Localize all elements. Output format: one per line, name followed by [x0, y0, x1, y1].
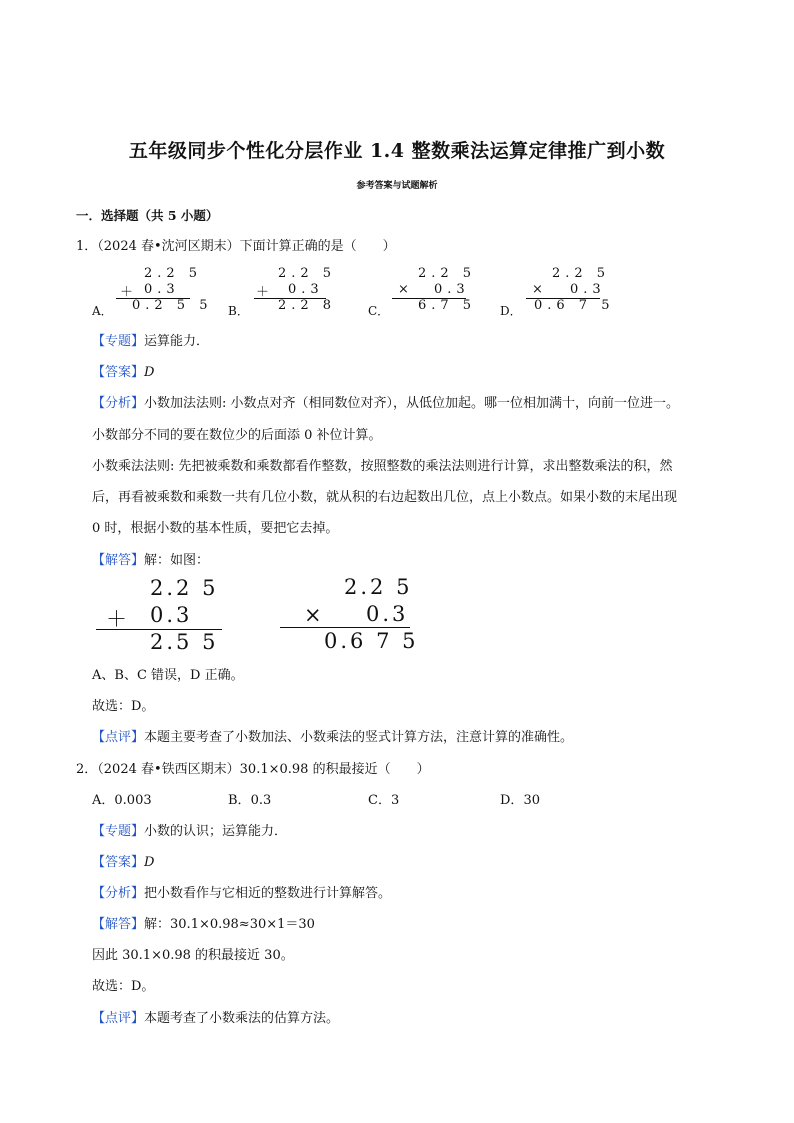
q1-option-c-result: 6.7 5 — [418, 298, 477, 313]
mul-top-number: 2.2 5 — [344, 575, 413, 599]
q1-option-d-bottom: 0.3 — [570, 282, 606, 297]
page-subtitle: 参考答案与试题解析 — [356, 181, 438, 191]
q1-zhuanti-text: 运算能力． — [144, 334, 210, 349]
mul-rule — [280, 627, 410, 628]
q1-answer-tag: 【答案】 — [92, 365, 145, 380]
q1-option-c-top: 2.2 5 — [418, 266, 477, 281]
q1-solution — [92, 549, 209, 568]
q1-option-b-top: 2.2 5 — [278, 266, 337, 281]
q1-option-a-result: 0.2 5 5 — [132, 298, 213, 313]
q2-option-d-label: D． — [500, 793, 524, 808]
q2-option-c[interactable] — [368, 789, 399, 808]
q2-zhuanti-text: 小数的认识；运算能力． — [144, 824, 288, 839]
q1-option-a-top: 2.2 5 — [144, 266, 203, 281]
page-title: 五年级同步个性化分层作业 1.4 整数乘法运算定律推广到小数 — [128, 140, 666, 162]
q1-answer-text: D — [144, 365, 155, 380]
q2-option-b-text: 0.3 — [250, 793, 272, 808]
q2-option-c-text: 3 — [390, 793, 400, 808]
q1-answer — [92, 361, 154, 380]
q2-analysis-text: 把小数看作与它相近的整数进行计算解答。 — [144, 886, 392, 901]
q2-conclusion: 因此 30.1×0.98 的积最接近 30。 — [92, 948, 294, 963]
q1-choose: 故选：D。 — [92, 699, 155, 714]
q1-option-d-op: × — [532, 282, 548, 297]
q1-option-b-result: 2.2 8 — [278, 298, 337, 313]
q1-option-b-label: B． — [228, 304, 249, 318]
add-bottom-number: 0.3 — [150, 603, 193, 627]
q2-solution-text: 解：30.1×0.98≈30×1＝30 — [144, 917, 315, 932]
q1-stem: 1．（2024 春•沈河区期末）下面计算正确的是（ ） — [76, 239, 396, 254]
q2-option-d[interactable] — [500, 789, 540, 808]
mul-result: 0.6 7 5 — [324, 629, 419, 653]
q1-solution-tag: 【解答】 — [92, 553, 145, 568]
q1-zhuanti-tag: 【专题】 — [92, 334, 145, 349]
q1-option-d-label: D． — [500, 304, 522, 318]
q2-stem: 2．（2024 春•铁西区期末）30.1×0.98 的积最接近（ ） — [76, 762, 430, 777]
q2-zhuanti-tag: 【专题】 — [92, 824, 145, 839]
q1-comment-tag: 【点评】 — [92, 730, 145, 745]
q2-option-a[interactable] — [92, 789, 152, 808]
q1-option-a-label: A． — [92, 304, 113, 318]
q1-analysis-line-3: 小数乘法法则: 先把被乘数和乘数都看作整数，按照整数的乘法法则进行计算，求出整数乘法的积，然 — [92, 459, 673, 474]
q2-analysis — [92, 882, 391, 901]
q1-comment-text: 本题主要考查了小数加法、小数乘法的竖式计算方法，注意计算的准确性。 — [144, 730, 574, 745]
q2-analysis-tag: 【分析】 — [92, 886, 145, 901]
q1-option-a-bottom: 0.3 — [144, 282, 180, 297]
q1-analysis-text-1: 小数加法法则: 小数点对齐（相同数位对齐），从低位加起。哪一位相加满十，向前一位进一。 — [144, 396, 680, 411]
q2-choose: 故选：D。 — [92, 979, 155, 994]
q2-solution-tag: 【解答】 — [92, 917, 145, 932]
q2-option-b[interactable] — [228, 789, 271, 808]
add-top-number: 2.2 5 — [150, 576, 219, 600]
mul-bottom-number: 0.3 — [366, 602, 409, 626]
q2-answer — [92, 851, 154, 870]
q1-option-d-result: 0.6 7 5 — [534, 298, 615, 313]
add-result: 2.5 5 — [150, 630, 219, 654]
q1-comment — [92, 726, 573, 745]
q1-solution-text: 解：如图： — [144, 553, 210, 568]
q1-zhuanti — [92, 330, 209, 349]
q2-answer-text: D — [144, 855, 155, 870]
q1-analysis-line-2: 小数部分不同的要在数位少的后面添 0 补位计算。 — [92, 428, 382, 443]
q2-solution — [92, 913, 315, 932]
q1-analysis-line-4: 后，再看被乘数和乘数一共有几位小数，就从积的右边起数出几位，点上小数点。如果小数的末尾出现 — [92, 490, 678, 505]
q2-zhuanti — [92, 820, 287, 839]
q1-option-b-bottom: 0.3 — [288, 282, 324, 297]
q2-answer-tag: 【答案】 — [92, 855, 145, 870]
q2-comment — [92, 1007, 339, 1026]
q2-option-b-label: B． — [228, 793, 251, 808]
q1-option-d-top: 2.2 5 — [552, 266, 611, 281]
section-heading: 一．选择题（共 5 小题） — [76, 208, 219, 223]
q1-option-c-label: C． — [368, 304, 390, 318]
mul-operator: × — [304, 603, 325, 627]
q1-wrong-statement: A、B、C 错误，D 正确。 — [92, 668, 244, 683]
q1-option-b-op: ＋ — [256, 285, 275, 300]
q1-option-c-bottom: 0.3 — [434, 282, 470, 297]
q1-analysis-line-5: 0 时，根据小数的基本性质，要把它去掉。 — [92, 521, 339, 536]
add-operator: ＋ — [106, 607, 130, 631]
q2-option-c-label: C． — [368, 793, 391, 808]
q1-analysis-tag: 【分析】 — [92, 396, 145, 411]
q2-option-a-label: A． — [92, 793, 115, 808]
q1-analysis-line-1 — [92, 392, 679, 411]
q2-option-d-text: 30 — [523, 793, 540, 808]
q2-option-a-text: 0.003 — [114, 793, 152, 808]
q1-option-c-op: × — [398, 282, 414, 297]
q1-option-a-op: ＋ — [120, 285, 139, 300]
q2-comment-text: 本题考查了小数乘法的估算方法。 — [144, 1011, 340, 1026]
q2-comment-tag: 【点评】 — [92, 1011, 145, 1026]
